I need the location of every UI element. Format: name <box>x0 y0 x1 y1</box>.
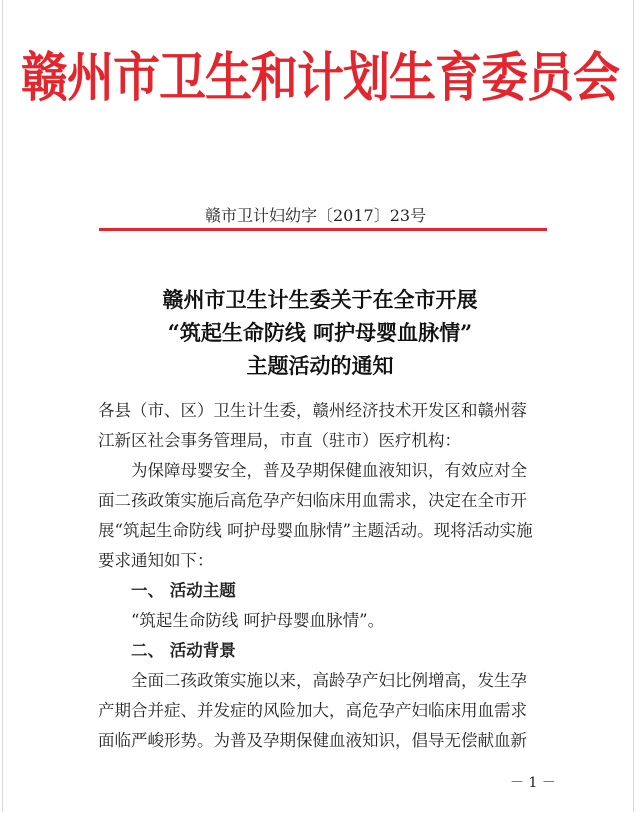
notice-title <box>0 283 640 382</box>
intro-line-1: 为保障母婴安全，普及孕期保健血液知识，有效应对全 <box>131 461 527 480</box>
recipients-line-1: 各县（市、区）卫生计生委，赣州经济技术开发区和赣州蓉 <box>98 401 527 420</box>
organization-header: 赣州市卫生和计划生育委员会 <box>21 47 619 109</box>
section-2-line-1: 全面二孩政策实施以来，高龄孕产妇比例增高，发生孕 <box>131 671 527 690</box>
section-2-line-3: 面临严峻形势。为普及孕期保健血液知识，倡导无偿献血新 <box>98 731 527 750</box>
title-line-3: 主题活动的通知 <box>246 353 394 378</box>
document-number: 赣市卫计妇幼字〔2017〕23号 <box>205 206 427 225</box>
section-1-text: “筑起生命防线 呵护母婴血脉情”。 <box>131 611 385 630</box>
red-divider-line <box>99 228 547 231</box>
title-line-2: “筑起生命防线 呵护母婴血脉情” <box>167 320 473 345</box>
recipients-line-2: 江新区社会事务管理局，市直（驻市）医疗机构： <box>98 431 461 450</box>
intro-line-3: 展“筑起生命防线 呵护母婴血脉情”主题活动。现将活动实施 <box>98 521 533 540</box>
section-2-heading: 二、 活动背景 <box>131 641 236 660</box>
intro-line-4: 要求通知如下： <box>98 551 214 570</box>
intro-line-2: 面二孩政策实施后高危孕产妇临床用血需求，决定在全市开 <box>98 491 527 510</box>
document-body <box>98 396 558 756</box>
page-number: － 1 － <box>510 775 556 791</box>
title-line-1: 赣州市卫生计生委关于在全市开展 <box>162 287 478 312</box>
section-1-heading: 一、 活动主题 <box>131 581 236 600</box>
section-2-line-2: 产期合并症、并发症的风险加大，高危孕产妇临床用血需求 <box>98 701 527 720</box>
